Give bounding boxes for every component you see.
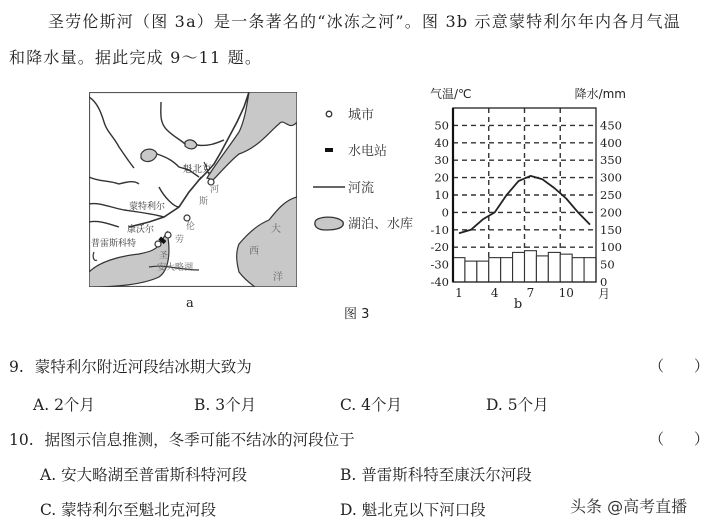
label-quebec: 魁北克 [183, 164, 212, 175]
river-name-char: 河 [210, 185, 220, 195]
figure-caption: 图 3 [344, 307, 370, 322]
river-name-char: 斯 [199, 197, 209, 207]
svg-text:-20: -20 [430, 240, 449, 255]
svg-text:10: 10 [434, 188, 449, 202]
svg-text:20: 20 [434, 170, 449, 185]
svg-text:-40: -40 [430, 275, 449, 289]
city-icon [310, 105, 348, 123]
legend-label: 水电站 [348, 144, 388, 159]
watermark: 头条 @高考直播 [570, 497, 688, 516]
river-name-char: 伦 [186, 222, 196, 232]
svg-text:350: 350 [600, 153, 622, 168]
option-10d: D. 魁北克以下河口段 [340, 501, 486, 519]
legend-label: 城市 [348, 108, 375, 123]
river-icon [310, 178, 348, 196]
atlantic-char: 西 [249, 246, 259, 257]
svg-text:-10: -10 [430, 222, 449, 237]
city-icon-cornwall [165, 232, 171, 238]
option-10a: A. 安大略湖至普雷斯科特河段 [40, 466, 248, 484]
river-name-char: 圣 [159, 251, 169, 261]
svg-text:b: b [513, 297, 523, 310]
label-prescott: 普雷斯科特 [91, 239, 137, 249]
legend-label: 河流 [348, 181, 375, 196]
svg-text:0: 0 [441, 205, 449, 220]
hydropower-station-icon [310, 141, 348, 159]
svg-text:250: 250 [600, 188, 622, 202]
lake-reservoir-icon [310, 214, 348, 232]
answer-bracket: （ ） [649, 357, 710, 375]
legend-item-lake [310, 213, 413, 232]
question-stem: 蒙特利尔附近河段结冰期大致为 [34, 358, 252, 376]
svg-text:200: 200 [600, 205, 622, 220]
question-number: 9. [9, 358, 24, 376]
svg-text:4: 4 [490, 286, 499, 300]
river-name-char: 劳 [175, 235, 185, 245]
svg-text:0: 0 [600, 275, 608, 289]
label-cornwall: 康沃尔 [127, 225, 155, 235]
answer-bracket: （ ） [649, 430, 710, 448]
question-10 [9, 428, 719, 450]
option-9d: D. 5个月 [486, 396, 549, 414]
svg-text:300: 300 [600, 170, 622, 185]
label-lake-ontario: 安大略湖 [157, 263, 194, 273]
legend-item-hydropower [310, 140, 387, 159]
question-stem: 据图示信息推测，冬季可能不结冰的河段位于 [44, 431, 355, 449]
svg-text:450: 450 [600, 118, 622, 133]
svg-text:-30: -30 [430, 257, 449, 272]
city-icon-montreal [184, 215, 190, 221]
svg-text:50: 50 [600, 257, 615, 272]
label-montreal: 蒙特利尔 [129, 202, 166, 212]
question-9 [9, 355, 719, 377]
svg-text:150: 150 [600, 222, 622, 237]
svg-text:400: 400 [600, 135, 622, 150]
svg-text:40: 40 [434, 135, 449, 150]
svg-text:50: 50 [434, 118, 449, 133]
legend-item-city [310, 104, 374, 123]
climate-chart-3b [410, 80, 640, 310]
option-10b: B. 普雷斯科特至康沃尔河段 [340, 466, 532, 484]
map-caption: a [186, 296, 194, 311]
svg-text:1: 1 [455, 286, 463, 300]
option-9a: A. 2个月 [33, 396, 95, 414]
svg-text:100: 100 [600, 240, 622, 255]
intro-line-1: 圣劳伦斯河（图 3a）是一条著名的“冰冻之河”。图 3b 示意蒙特利尔年内各月气温 [48, 12, 681, 31]
legend-label: 湖泊、水库 [348, 217, 414, 232]
map-legend [310, 100, 425, 245]
svg-text:10: 10 [558, 286, 574, 300]
svg-text:7: 7 [526, 286, 535, 300]
question-number: 10. [9, 431, 34, 449]
city-icon-prescott [155, 241, 161, 247]
option-9c: C. 4个月 [340, 396, 403, 414]
legend-item-river [310, 177, 374, 196]
intro-line-2: 和降水量。据此完成 9～11 题。 [9, 48, 263, 67]
svg-text:气温/℃: 气温/℃ [430, 87, 472, 101]
map-figure-3a [89, 92, 297, 287]
option-9b: B. 3个月 [194, 396, 257, 414]
svg-text:降水/mm: 降水/mm [574, 87, 626, 101]
option-10c: C. 蒙特利尔至魁北克河段 [40, 501, 217, 519]
svg-text:月: 月 [598, 287, 611, 301]
svg-text:30: 30 [434, 153, 449, 168]
atlantic-char: 大 [271, 224, 281, 235]
atlantic-char: 洋 [273, 272, 283, 283]
